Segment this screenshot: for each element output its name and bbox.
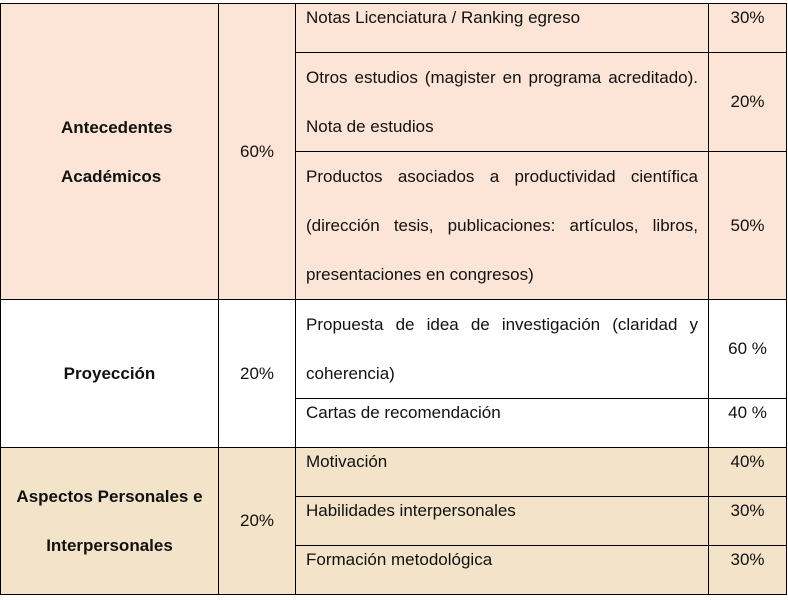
evaluation-criteria-table xyxy=(0,3,787,595)
category-cell: Antecedentes Académicos xyxy=(1,4,219,300)
category-cell: Aspectos Personales e Interpersonales xyxy=(1,448,219,595)
criterion-cell: Otros estudios (magister en programa acreditado). Nota de estudios xyxy=(296,53,709,152)
criterion-cell: Notas Licenciatura / Ranking egreso xyxy=(296,4,709,53)
criterion-cell: Habilidades interpersonales xyxy=(296,497,709,546)
category-weight-cell: 20% xyxy=(219,300,296,448)
criterion-weight-cell: 60 % xyxy=(709,300,787,399)
criterion-cell: Formación metodológica xyxy=(296,546,709,595)
criterion-weight-cell: 30% xyxy=(709,4,787,53)
table-row xyxy=(1,4,787,53)
criterion-cell: Productos asociados a productividad científica (dirección tesis, publicaciones: artículos, libros, presentaciones en congresos) xyxy=(296,152,709,300)
criterion-weight-cell: 40 % xyxy=(709,399,787,448)
criterion-weight-cell: 40% xyxy=(709,448,787,497)
criterion-weight-cell: 50% xyxy=(709,152,787,300)
category-weight-cell: 20% xyxy=(219,448,296,595)
criterion-weight-cell: 30% xyxy=(709,497,787,546)
criterion-cell: Cartas de recomendación xyxy=(296,399,709,448)
criterion-cell: Propuesta de idea de investigación (claridad y coherencia) xyxy=(296,300,709,399)
category-cell: Proyección xyxy=(1,300,219,448)
criterion-weight-cell: 30% xyxy=(709,546,787,595)
table-row xyxy=(1,300,787,399)
criterion-weight-cell: 20% xyxy=(709,53,787,152)
category-weight-cell: 60% xyxy=(219,4,296,300)
criterion-cell: Motivación xyxy=(296,448,709,497)
table-row xyxy=(1,448,787,497)
